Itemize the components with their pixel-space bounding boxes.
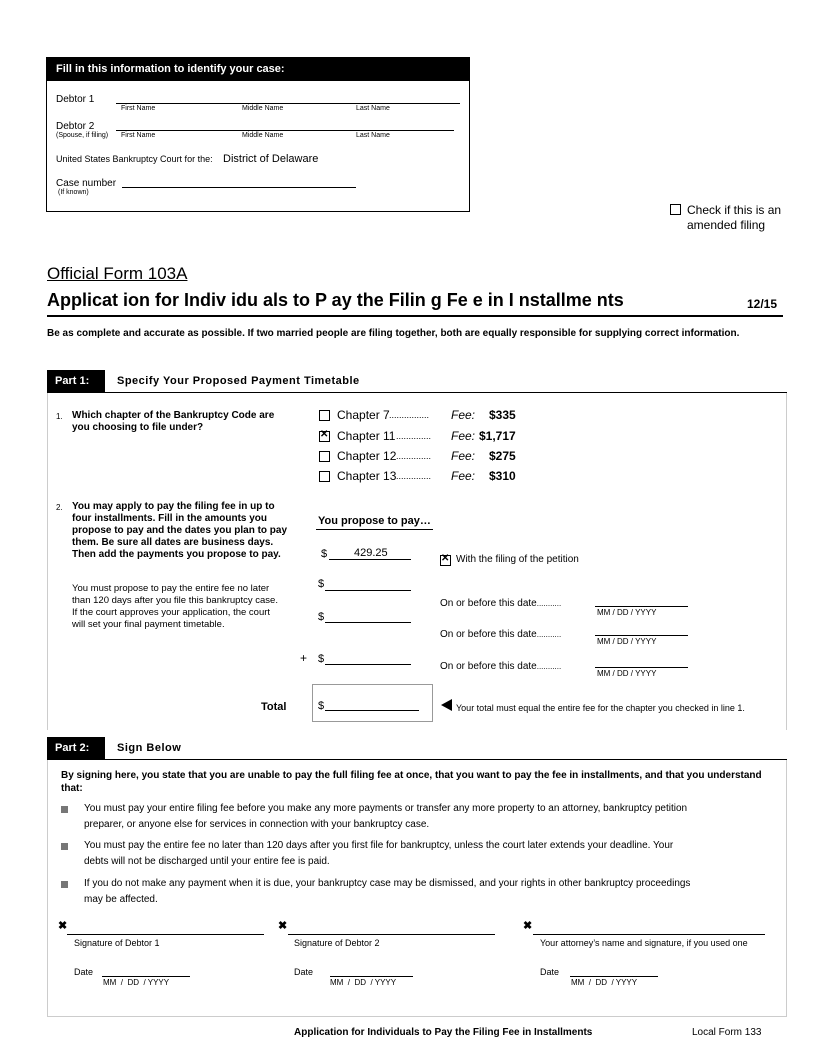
chapter-fee-label: Fee:: [451, 449, 476, 463]
chapter-fee: $1,717: [479, 429, 516, 443]
chapter-checkbox[interactable]: [319, 410, 330, 421]
payment4-date-label: On or before this date...........: [440, 661, 562, 672]
bullet-text: You must pay the entire fee no later than 120 days after you first file for bankruptcy, unless the court later extends your deadline. Your: [84, 840, 674, 851]
footer-form: Local Form 133: [692, 1027, 762, 1038]
bullet-marker: [61, 806, 68, 813]
chapter-fee-label: Fee:: [451, 429, 476, 443]
date-label: Date: [540, 967, 560, 977]
part2-label: Part 2:: [47, 737, 105, 759]
chapter-fee-label: Fee:: [451, 469, 476, 483]
part1-label: Part 1:: [47, 370, 105, 392]
signature-label: Signature of Debtor 1: [74, 938, 160, 948]
form-intro: Be as complete and accurate as possible. If two married people are filing together, both are equally responsible for supplying correct information.: [47, 328, 740, 339]
payment1-dollar: $: [321, 548, 328, 560]
propose-header-rule: [316, 529, 433, 530]
debtor1-last-name-label: Last Name: [356, 105, 390, 112]
case-info-header: Fill in this information to identify your case:: [47, 58, 469, 81]
bullet-text: If you do not make any payment when it is due, your bankruptcy case may be dismissed, and your rights in other bankruptcy proceedings: [84, 878, 691, 889]
bullet-text: You must pay your entire filing fee before you make any more payments or transfer any more property to an attorney, bankruptcy petition: [84, 803, 688, 814]
form-date: 12/15: [747, 297, 778, 311]
part1-frame: [47, 393, 787, 730]
q2-note: You must propose to pay the entire fee no later than 120 days after you file this bankruptcy case. If the court approves your application, the court will set your final payment timetable.: [72, 583, 278, 630]
signature-x-icon: ✖: [278, 920, 288, 932]
chapter-dots: ................: [389, 410, 430, 420]
with-filing-label: With the filing of the petition: [456, 554, 579, 565]
part2-title: Sign Below: [117, 742, 182, 754]
debtor2-label: Debtor 2: [56, 121, 95, 132]
court-label: United States Bankruptcy Court for the:: [56, 154, 213, 164]
q1-text: Which chapter of the Bankruptcy Code are you choosing to file under?: [72, 410, 275, 433]
payment3-date-field[interactable]: [595, 635, 688, 636]
q1-number: 1.: [56, 412, 63, 421]
payment4-date-field[interactable]: [595, 667, 688, 668]
debtor1-label: Debtor 1: [56, 94, 95, 105]
date-field[interactable]: [330, 976, 413, 977]
date-format: MM / DD / YYYY: [330, 978, 397, 987]
date-label: Date: [294, 967, 314, 977]
arrow-left-icon: [441, 699, 452, 711]
propose-header: You propose to pay…: [318, 515, 431, 527]
q2-number: 2.: [56, 503, 63, 512]
payment3-field[interactable]: [325, 622, 411, 623]
bullet-text: preparer, or anyone else for services in connection with your bankruptcy case.: [84, 819, 430, 830]
part2-header: [47, 737, 787, 760]
signature-x-icon: ✖: [58, 920, 68, 932]
with-filing-checkbox[interactable]: [440, 555, 451, 566]
signature-field[interactable]: [533, 934, 765, 935]
court-value[interactable]: District of Delaware: [223, 153, 319, 165]
bullet-text: may be affected.: [84, 894, 158, 905]
chapter-label: Chapter 11: [337, 429, 396, 443]
chapter-checkbox[interactable]: [319, 431, 330, 442]
part1-header: [47, 370, 787, 393]
chapter-dots: ..............: [396, 471, 432, 481]
total-field[interactable]: [325, 710, 419, 711]
chapter-label: Chapter 13: [337, 469, 397, 483]
chapter-fee: $335: [489, 408, 516, 422]
payment3-date-label: On or before this date...........: [440, 629, 562, 640]
chapter-checkbox[interactable]: [319, 451, 330, 462]
signature-field[interactable]: [67, 934, 264, 935]
payment2-dollar: $: [318, 578, 325, 590]
debtor2-last-name-label: Last Name: [356, 132, 390, 139]
chapter-fee: $310: [489, 469, 516, 483]
total-note: Your total must equal the entire fee for the chapter you checked in line 1.: [456, 703, 745, 713]
chapter-fee: $275: [489, 449, 516, 463]
date-format: MM / DD / YYYY: [103, 978, 170, 987]
payment2-date-field[interactable]: [595, 606, 688, 607]
bullet-marker: [61, 881, 68, 888]
part2-intro: By signing here, you state that you are unable to pay the full filing fee at once, that you want to pay the fee in installments, and that you understand that:: [61, 770, 762, 794]
signature-x-icon: ✖: [523, 920, 533, 932]
payment4-dollar: $: [318, 653, 325, 665]
payment4-field[interactable]: [325, 664, 411, 665]
footer-title: Application for Individuals to Pay the Filing Fee in Installments: [294, 1027, 593, 1038]
title-rule: [47, 315, 783, 317]
signature-label: Signature of Debtor 2: [294, 938, 380, 948]
q2-text: You may apply to pay the filing fee in up to four installments. Fill in the amounts you propose to pay and the dates you plan to pay them. Be sure all dates are business days. Then add the payments you propose to pay.: [72, 501, 288, 560]
debtor2-first-name-label: First Name: [121, 132, 156, 139]
debtor1-name-field[interactable]: [116, 103, 460, 104]
part1-title: Specify Your Proposed Payment Timetable: [117, 375, 360, 387]
case-number-sub: (If known): [58, 189, 89, 196]
chapter-fee-label: Fee:: [451, 408, 476, 422]
case-number-label: Case number: [56, 178, 117, 189]
chapter-dots: ..............: [396, 431, 432, 441]
debtor2-name-field[interactable]: [116, 130, 454, 131]
debtor1-first-name-label: First Name: [121, 105, 156, 112]
payment4-date-format: MM / DD / YYYY: [597, 669, 657, 678]
debtor2-middle-name-label: Middle Name: [242, 132, 284, 139]
signature-label: Your attorney’s name and signature, if you used one: [540, 938, 748, 948]
plus-sign: +: [300, 651, 308, 665]
debtor1-middle-name-label: Middle Name: [242, 105, 284, 112]
bullet-text: debts will not be discharged until your entire fee is paid.: [84, 856, 330, 867]
payment3-dollar: $: [318, 611, 325, 623]
date-field[interactable]: [102, 976, 190, 977]
total-label: Total: [261, 701, 287, 713]
payment1-field[interactable]: [329, 559, 411, 560]
amended-label-line2: amended filing: [687, 218, 766, 232]
chapter-checkbox[interactable]: [319, 471, 330, 482]
official-form-number: Official Form 103A: [47, 264, 188, 283]
date-format: MM / DD / YYYY: [571, 978, 638, 987]
payment2-date-label: On or before this date...........: [440, 598, 562, 609]
case-number-field[interactable]: [122, 187, 356, 188]
payment3-date-format: MM / DD / YYYY: [597, 637, 657, 646]
chapter-dots: ..............: [396, 451, 432, 461]
chapter-label: Chapter 7: [337, 408, 390, 422]
payment2-field[interactable]: [325, 590, 411, 591]
signature-field[interactable]: [288, 934, 495, 935]
amended-checkbox[interactable]: [670, 204, 681, 215]
chapter-label: Chapter 12: [337, 449, 397, 463]
debtor2-spouse-label: (Spouse, if filing): [56, 132, 109, 139]
payment2-date-format: MM / DD / YYYY: [597, 608, 657, 617]
payment1-amount[interactable]: 429.25: [354, 547, 388, 559]
date-label: Date: [74, 967, 94, 977]
total-box: [312, 684, 433, 722]
bullet-marker: [61, 843, 68, 850]
date-field[interactable]: [570, 976, 658, 977]
amended-label-line1: Check if this is an: [687, 203, 782, 217]
form-title: Applicat ion for Indiv idu als to P ay the Filin g Fe e in I nstallme nts: [47, 290, 624, 310]
total-dollar: $: [318, 700, 325, 712]
